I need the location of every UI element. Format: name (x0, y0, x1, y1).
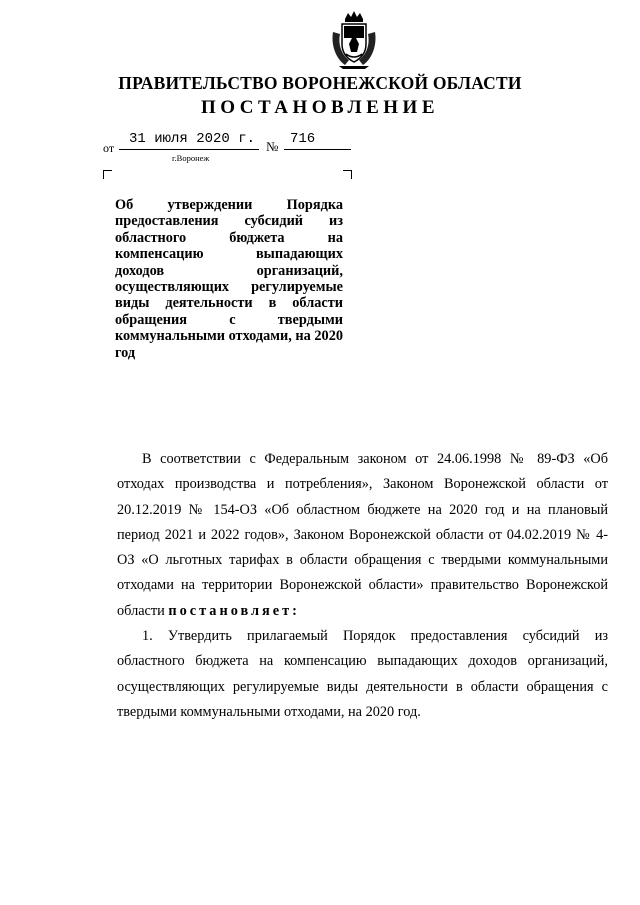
date-prefix: от (103, 141, 115, 155)
document-number: 716 (284, 131, 351, 150)
coat-of-arms-icon (329, 10, 379, 70)
resolve-word: постановляет: (168, 602, 300, 619)
subject-bracket-left (103, 170, 112, 179)
document-body (117, 447, 608, 725)
city-label: г.Воронеж (172, 153, 210, 163)
date-number-row (103, 131, 363, 155)
government-title: ПРАВИТЕЛЬСТВО ВОРОНЕЖСКОЙ ОБЛАСТИ (118, 73, 522, 93)
document-date: 31 июля 2020 г. (119, 131, 259, 150)
document-type: ПОСТАНОВЛЕНИЕ (200, 97, 440, 118)
preamble-text: В соответствии с Федеральным законом от 24.06.1998 № 89-ФЗ «Об отходах производства и потребления», Законом Воронежской области от 20.12.2019 № 154-ОЗ «Об областном бюджете на 2020 год и на плановый период 2021 и 2022 годов», Законом Воронежской области от 04.02.2019 № 4-ОЗ «О льготных тарифах в области обращения с твердыми коммунальными отходами на территории Воронежской области» правительство Воронежской области (117, 451, 608, 619)
document-subject: Об утверждении Порядка предоставления субсидий из областного бюджета на компенсацию выпадающих доходов организаций, осуществляющих регулируемые виды деятельности в области обращения с твердыми коммунальными отходами, на 2020 год (115, 197, 343, 361)
subject-bracket-right (343, 170, 352, 179)
number-prefix: № (266, 139, 279, 154)
preamble-paragraph (117, 447, 608, 624)
item-1-paragraph: 1. Утвердить прилагаемый Порядок предоставления субсидий из областного бюджета на компенсацию выпадающих доходов организаций, осуществляющих регулируемые виды деятельности в области обращения с твердыми коммунальными отходами, на 2020 год. (117, 628, 608, 720)
